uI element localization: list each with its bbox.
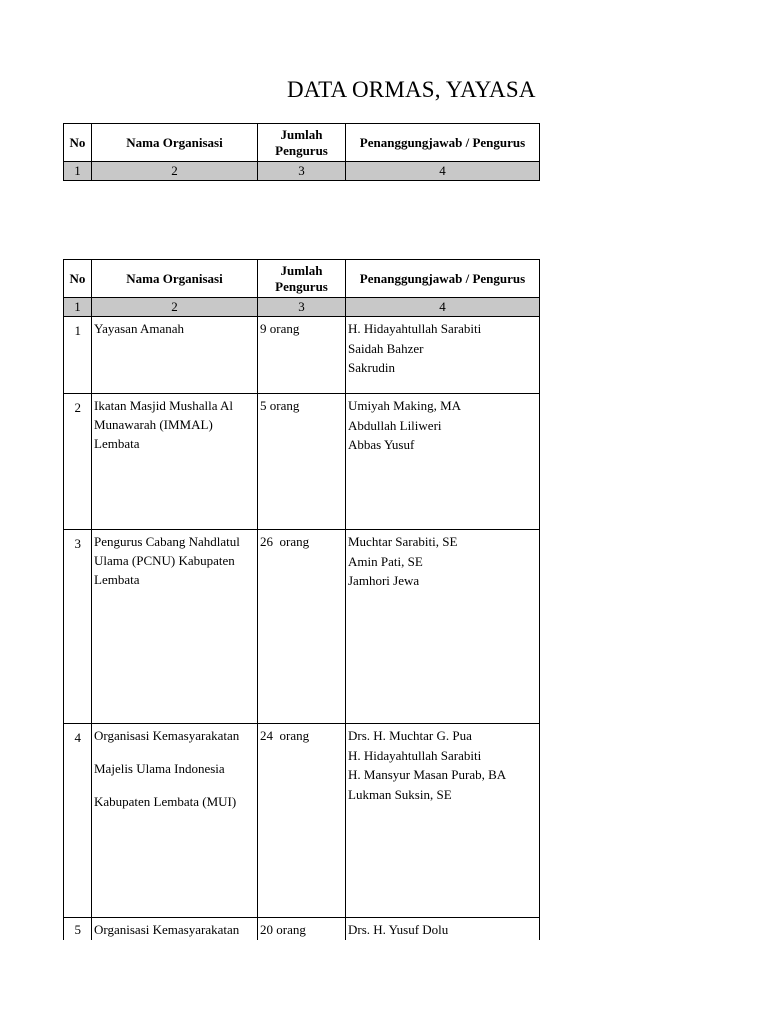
table-row xyxy=(64,918,540,940)
row-number: 3 xyxy=(64,530,92,724)
index-cell: 1 xyxy=(64,162,92,181)
table-row xyxy=(64,317,540,394)
board-member: Muchtar Sarabiti, SE xyxy=(348,534,458,549)
board-members xyxy=(346,918,540,940)
organization-name-line: Organisasi Kemasyarakatan xyxy=(94,728,240,743)
board-member: Umiyah Making, MA xyxy=(348,398,462,413)
board-members xyxy=(346,394,540,530)
row-number: 4 xyxy=(64,724,92,918)
index-cell: 3 xyxy=(258,162,346,181)
index-cell: 2 xyxy=(92,162,258,181)
organization-name-line: Munawarah (IMMAL) xyxy=(94,417,213,432)
organization-name-line: Lembata xyxy=(94,436,140,451)
board-members xyxy=(346,317,540,394)
header-no: No xyxy=(64,260,92,298)
organization-name-line: Ulama (PCNU) Kabupaten xyxy=(94,553,235,568)
table-row xyxy=(64,724,540,918)
board-member: Amin Pati, SE xyxy=(348,553,423,569)
organization-name xyxy=(92,394,258,530)
row-number: 5 xyxy=(64,918,92,940)
title-clip xyxy=(0,72,540,108)
index-row xyxy=(64,162,540,181)
member-count: 5 orang xyxy=(258,394,346,530)
row-number: 2 xyxy=(64,394,92,530)
header-jumlah-pengurus: Jumlah Pengurus xyxy=(258,260,346,298)
organization-name-line: Organisasi Kemasyarakatan xyxy=(94,922,240,937)
organization-name xyxy=(92,530,258,724)
organization-name-line: Pengurus Cabang Nahdlatul xyxy=(94,534,240,549)
row-number: 1 xyxy=(64,317,92,394)
organization-name-line: Yayasan Amanah xyxy=(94,321,185,336)
table-row xyxy=(64,394,540,530)
board-member: H. Mansyur Masan Purab, BA xyxy=(348,767,507,782)
document-title: DATA ORMAS, YAYASA xyxy=(287,77,536,102)
header-no: No xyxy=(64,124,92,162)
organization-name xyxy=(92,918,258,940)
data-table xyxy=(63,259,540,940)
organization-name-line: Ikatan Masjid Mushalla Al xyxy=(94,398,234,413)
board-member: Abdullah Liliweri xyxy=(348,417,442,433)
organization-name-line: Kabupaten Lembata (MUI) xyxy=(94,794,237,809)
header-penanggungjawab: Penanggungjawab / Pengurus xyxy=(346,124,540,162)
organization-name xyxy=(92,317,258,394)
index-cell: 4 xyxy=(346,162,540,181)
board-member: Saidah Bahzer xyxy=(348,340,424,356)
header-table xyxy=(63,123,540,181)
member-count: 9 orang xyxy=(258,317,346,394)
header-row xyxy=(64,124,540,162)
header-penanggungjawab: Penanggungjawab / Pengurus xyxy=(346,260,540,298)
board-member: Drs. H. Muchtar G. Pua xyxy=(348,728,472,743)
index-cell: 3 xyxy=(258,298,346,317)
index-cell: 2 xyxy=(92,298,258,317)
member-count: 20 orang xyxy=(258,918,346,940)
organization-name-line: Lembata xyxy=(94,572,140,587)
header-row xyxy=(64,260,540,298)
organization-name-line: Majelis Ulama Indonesia xyxy=(94,761,225,776)
board-member: H. Hidayahtullah Sarabiti xyxy=(348,747,482,763)
member-count: 24 orang xyxy=(258,724,346,918)
board-member: H. Hidayahtullah Sarabiti xyxy=(348,321,482,336)
board-members xyxy=(346,724,540,918)
header-jumlah-pengurus: Jumlah Pengurus xyxy=(258,124,346,162)
index-cell: 4 xyxy=(346,298,540,317)
index-cell: 1 xyxy=(64,298,92,317)
header-nama-organisasi: Nama Organisasi xyxy=(92,260,258,298)
table-row xyxy=(64,530,540,724)
board-member: Jamhori Jewa xyxy=(348,573,420,588)
board-member: Sakrudin xyxy=(348,360,395,375)
organization-name xyxy=(92,724,258,918)
board-member: Lukman Suksin, SE xyxy=(348,786,452,802)
board-member: Abbas Yusuf xyxy=(348,437,415,452)
board-members xyxy=(346,530,540,724)
member-count: 26 orang xyxy=(258,530,346,724)
board-member: Drs. H. Yusuf Dolu xyxy=(348,922,449,937)
header-nama-organisasi: Nama Organisasi xyxy=(92,124,258,162)
index-row xyxy=(64,298,540,317)
